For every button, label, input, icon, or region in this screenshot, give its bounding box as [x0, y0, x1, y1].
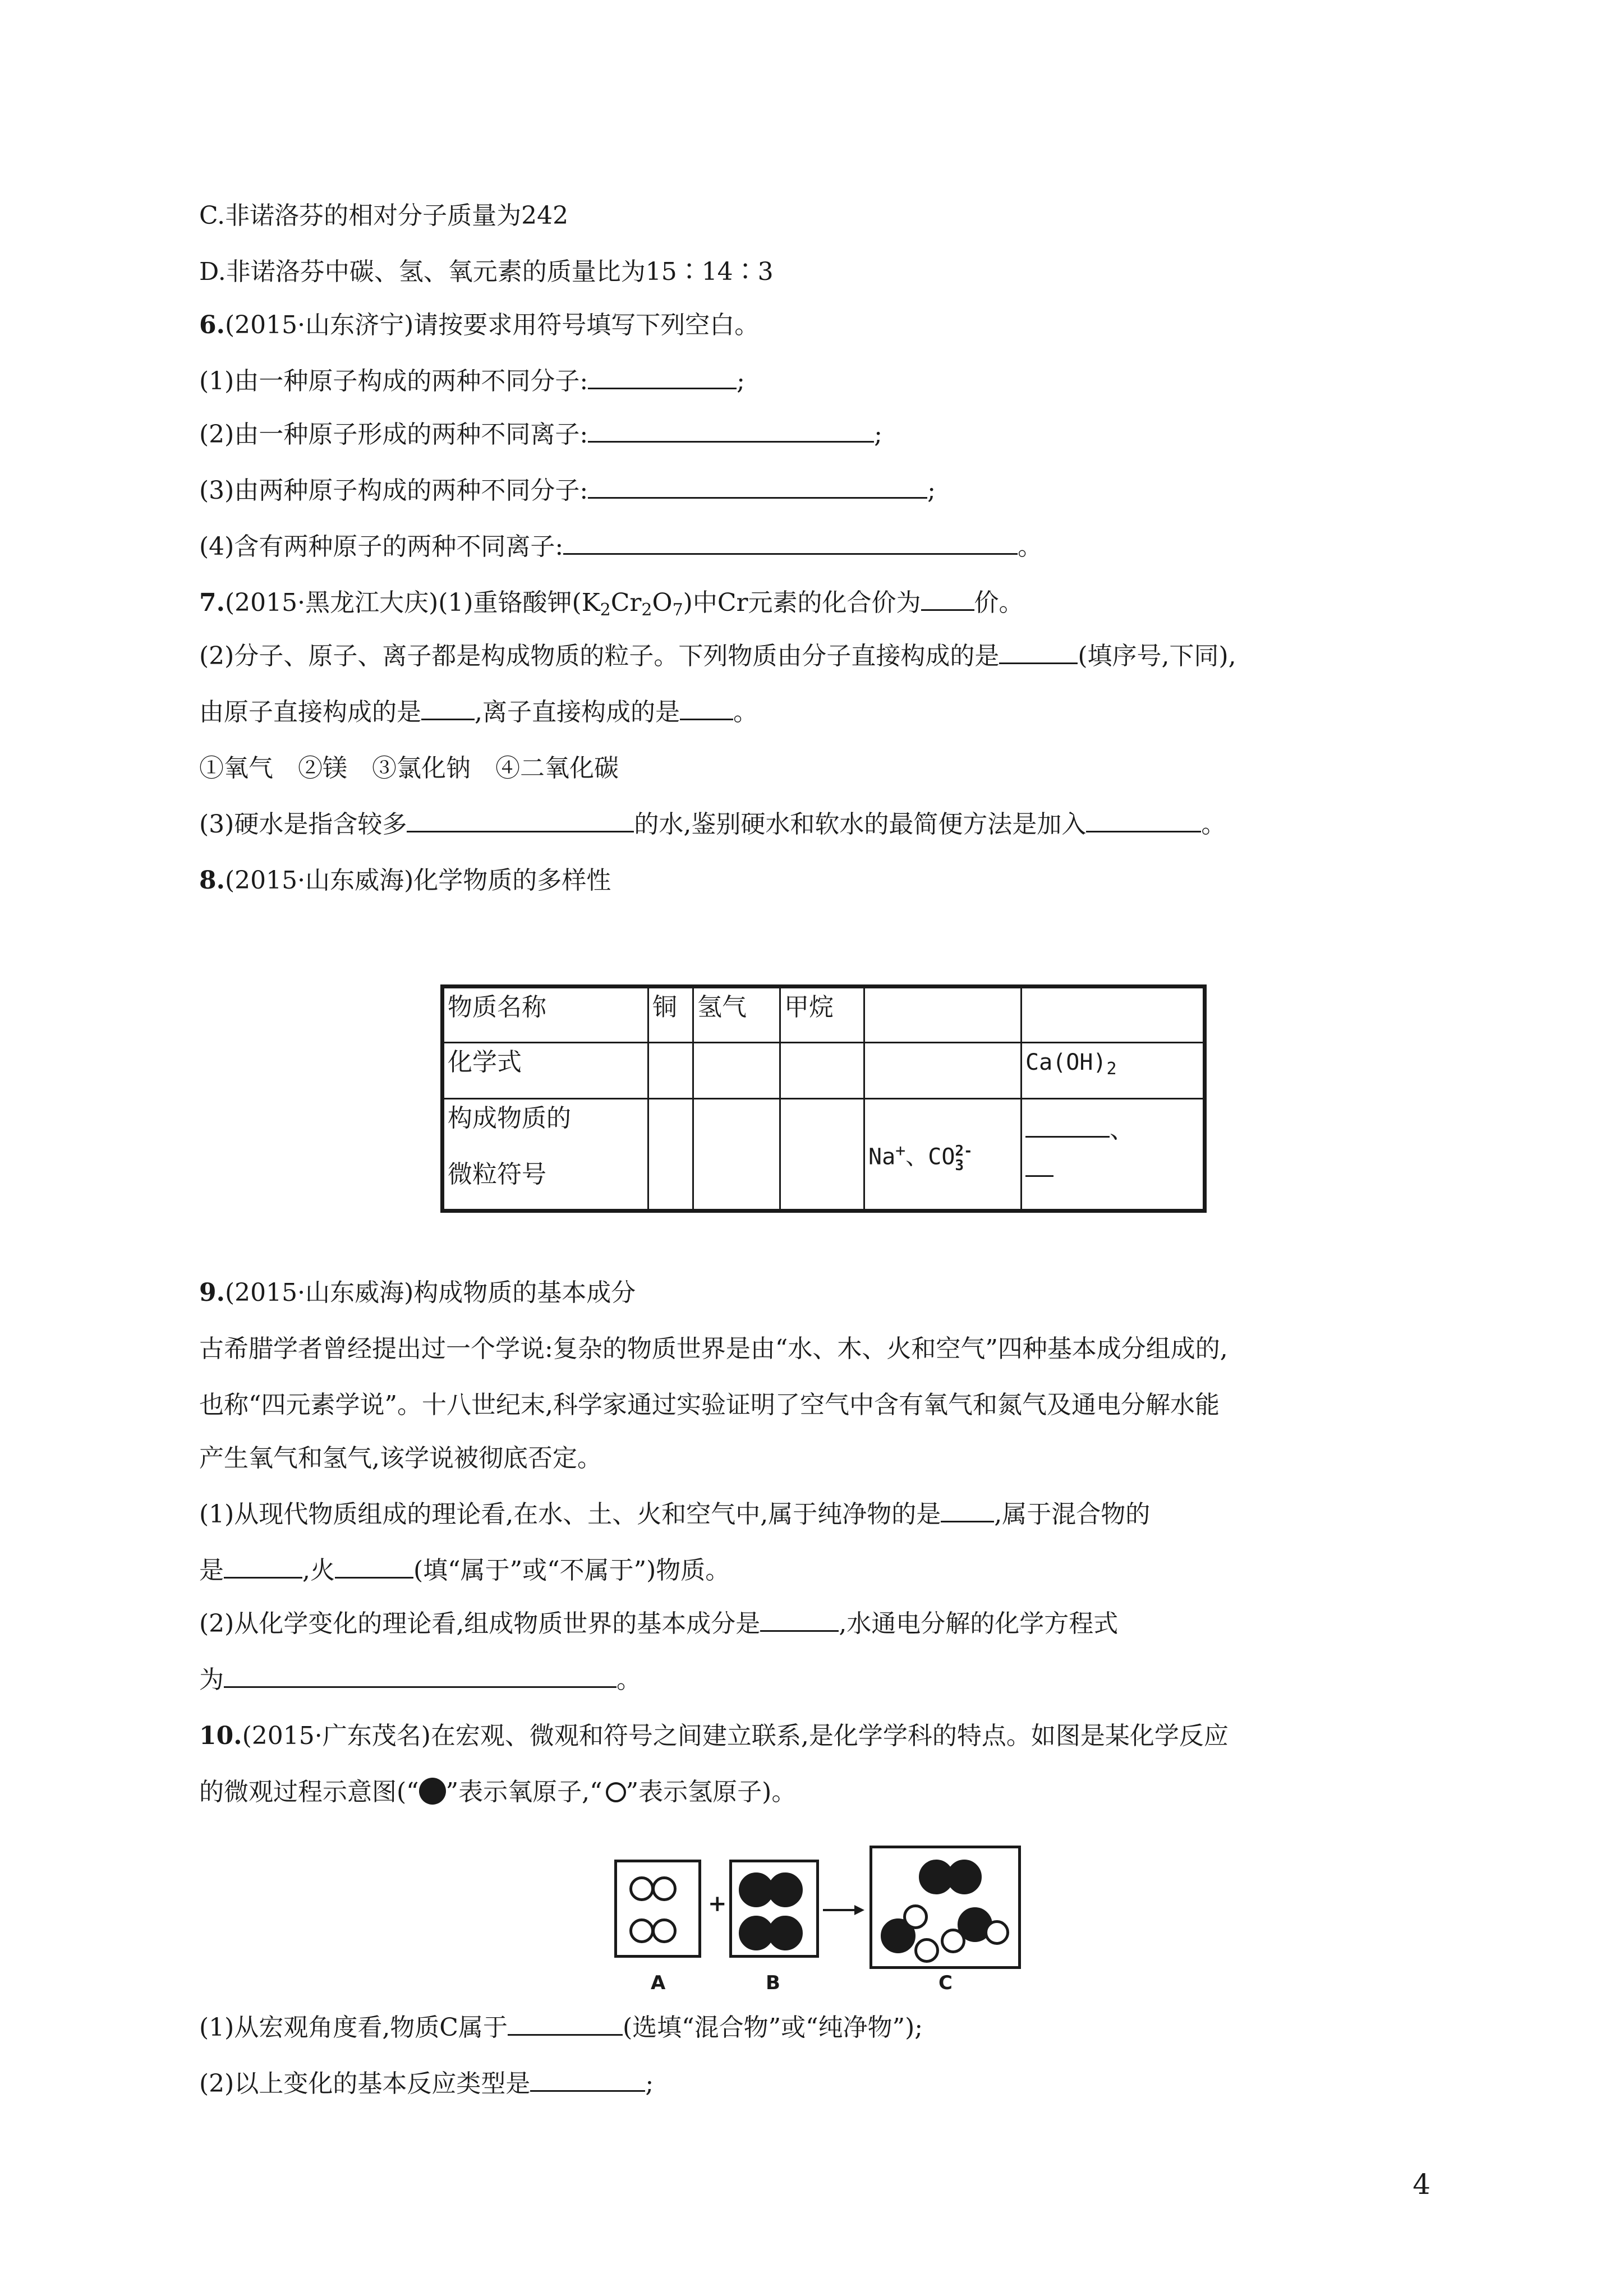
q6-p2-text: (2)由一种原子形成的两种不同离子:: [199, 420, 588, 449]
subscript: 2: [1106, 1059, 1117, 1079]
q6-p2-end: ;: [874, 420, 882, 449]
table-cell[interactable]: [693, 1099, 780, 1211]
answer-blank[interactable]: [588, 475, 927, 499]
q7-p3b: 的水,鉴别硬水和软水的最简便方法是加入: [634, 810, 1087, 839]
q10-stem: [199, 1719, 1229, 1753]
q8-stem-text: (2015·山东威海)化学物质的多样性: [224, 866, 611, 895]
label-b: B: [766, 1972, 780, 1994]
q7-stem-e: 价。: [974, 588, 1024, 617]
hydrogen-atom-icon: [629, 1876, 654, 1901]
row-label-line2: 微粒符号: [448, 1160, 546, 1189]
q7-p2d: ,离子直接构成的是: [475, 698, 680, 726]
oxygen-atom-icon: [947, 1860, 982, 1894]
q6-p1-text: (1)由一种原子构成的两种不同分子:: [199, 367, 588, 395]
q7-stem-c: O: [652, 588, 673, 617]
q7-p2e: 。: [733, 698, 758, 726]
q10-legend-line: [199, 1775, 796, 1809]
separator: 、: [905, 1144, 928, 1170]
hydrogen-atom-icon: [629, 1918, 654, 1943]
table-cell: 化学式: [443, 1043, 648, 1099]
hydrogen-atom-icon: [941, 1929, 965, 1953]
answer-blank[interactable]: [760, 1608, 839, 1632]
answer-blank[interactable]: [1025, 1114, 1110, 1138]
row-label-line1: 构成物质的: [448, 1104, 571, 1133]
table-cell[interactable]: [864, 987, 1022, 1043]
q6-number: 6.: [199, 311, 225, 339]
box-c: [869, 1846, 1021, 1969]
q10-p1b: (选填“混合物”或“纯净物”);: [622, 2013, 923, 2042]
answer-blank[interactable]: [407, 808, 634, 832]
ion-na: Na: [868, 1144, 896, 1170]
q6-part-1: [199, 365, 745, 398]
q9-p1b: ,属于混合物的: [994, 1500, 1151, 1529]
q5-option-c: C.非诺洛芬的相对分子质量为242: [199, 201, 569, 230]
table-row: [443, 987, 1205, 1043]
answer-blank[interactable]: [941, 1498, 994, 1522]
hydrogen-atom-icon: [914, 1938, 939, 1963]
q6-stem-text: (2015·山东济宁)请按要求用符号填写下列空白。: [224, 311, 760, 339]
q7-p2a: (2)分子、原子、离子都是构成物质的粒子。下列物质由分子直接构成的是: [199, 642, 1000, 670]
subscript: 2: [641, 600, 652, 620]
q7-p2b: (填序号,下同),: [1078, 642, 1236, 670]
q9-p2b: ,水通电分解的化学方程式: [839, 1609, 1119, 1638]
q7-part-3: [199, 808, 1226, 841]
q10-t2b: ”表示氧原子,“: [445, 1778, 602, 1806]
q9-p1c: 是: [199, 1556, 224, 1585]
q9-text-line-3: 产生氧气和氢气,该学说被彻底否定。: [199, 1444, 602, 1473]
ion-co3: CO: [928, 1144, 955, 1170]
q7-stem-b: Cr: [610, 588, 642, 617]
q9-text-line-1: 古希腊学者曾经提出过一个学说:复杂的物质世界是由“水、木、火和空气”四种基本成分组成的,: [199, 1335, 1228, 1363]
q6-p4-text: (4)含有两种原子的两种不同离子:: [199, 532, 564, 561]
table-cell[interactable]: [648, 1099, 693, 1211]
q9-stem-text: (2015·山东威海)构成物质的基本成分: [224, 1278, 636, 1307]
q10-part-2: [199, 2067, 654, 2101]
hydrogen-atom-icon: [606, 1782, 626, 1802]
formula-caoh: Ca(OH): [1025, 1050, 1107, 1075]
answer-blank[interactable]: [588, 365, 737, 389]
q9-p2d: 。: [617, 1665, 641, 1694]
q7-options: ①氧气 ②镁 ③氯化钠 ④二氧化碳: [199, 754, 619, 783]
superscript: +: [895, 1141, 906, 1161]
reaction-arrow-icon: [822, 1902, 867, 1918]
q7-p2c: 由原子直接构成的是: [199, 698, 421, 726]
q9-p1e: (填“属于”或“不属于”)物质。: [413, 1556, 730, 1585]
q6-p3-text: (3)由两种原子构成的两种不同分子:: [199, 476, 588, 505]
table-cell[interactable]: [1022, 987, 1205, 1043]
q7-part-2: [199, 639, 1236, 673]
answer-blank[interactable]: [335, 1554, 413, 1579]
answer-blank[interactable]: [1025, 1153, 1053, 1177]
table-cell: [443, 1099, 648, 1211]
q10-t2c: ”表示氢原子)。: [625, 1778, 797, 1806]
q6-part-2: [199, 418, 882, 452]
table-cell: 物质名称: [443, 987, 648, 1043]
answer-blank[interactable]: [999, 640, 1078, 664]
table-cell: 氢气: [693, 987, 780, 1043]
q7-number: 7.: [199, 588, 225, 617]
table-row: [443, 1099, 1205, 1211]
q7-stem-d: )中Cr元素的化合价为: [683, 588, 921, 617]
q6-p3-end: ;: [927, 476, 936, 505]
hydrogen-atom-icon: [903, 1904, 928, 1929]
q9-p2c: 为: [199, 1665, 224, 1694]
q9-part-2: [199, 1607, 1118, 1641]
q10-p1a: (1)从宏观角度看,物质C属于: [199, 2013, 508, 2042]
hydrogen-atom-icon: [652, 1918, 677, 1943]
q7-part-2-cont: [199, 696, 758, 729]
q8-number: 8.: [199, 866, 225, 895]
table-cell[interactable]: [693, 1043, 780, 1099]
oxygen-atom-icon: [419, 1778, 446, 1805]
q9-part-1: [199, 1498, 1150, 1531]
answer-blank[interactable]: [508, 2012, 623, 2036]
answer-blank[interactable]: [921, 587, 974, 611]
box-b: [729, 1860, 819, 1958]
q9-number: 9.: [199, 1278, 225, 1307]
q6-part-3: [199, 474, 936, 508]
answer-blank[interactable]: [421, 696, 475, 720]
q7-p3a: (3)硬水是指含较多: [199, 810, 407, 839]
oxygen-atom-icon: [768, 1916, 803, 1950]
q10-t2a: 的微观过程示意图(“: [199, 1778, 419, 1806]
q10-stem-text: (2015·广东茂名)在宏观、微观和符号之间建立联系,是化学学科的特点。如图是某化学反应: [242, 1722, 1229, 1750]
separator: 、: [1110, 1115, 1134, 1144]
subscript: 2: [600, 600, 611, 620]
answer-blank[interactable]: [680, 696, 733, 720]
q9-stem: [199, 1276, 636, 1310]
table-row: [443, 1043, 1205, 1099]
table-cell[interactable]: [780, 1099, 864, 1211]
subscript: 3: [955, 1157, 964, 1174]
q10-p2b: ;: [645, 2069, 654, 2098]
label-a: A: [651, 1972, 666, 1994]
hydrogen-atom-icon: [984, 1920, 1009, 1945]
answer-blank[interactable]: [563, 531, 1018, 555]
q10-part-1: [199, 2011, 923, 2045]
plus-sign: +: [708, 1890, 727, 1917]
q9-text-line-2: 也称“四元素学说”。十八世纪末,科学家通过实验证明了空气中含有氧气和氮气及通电分解水能: [199, 1391, 1220, 1419]
answer-blank[interactable]: [1086, 808, 1201, 832]
table-cell[interactable]: [780, 1043, 864, 1099]
table-cell: 铜: [648, 987, 693, 1043]
q6-part-4: [199, 530, 1042, 564]
q9-part-2-cont: [199, 1663, 641, 1697]
q7-stem: [199, 586, 1024, 627]
q8-stem: [199, 864, 611, 898]
q9-p1a: (1)从现代物质组成的理论看,在水、土、火和空气中,属于纯净物的是: [199, 1500, 941, 1529]
table-cell[interactable]: [1022, 1099, 1205, 1211]
answer-blank[interactable]: [224, 1664, 617, 1688]
q7-stem-a: (2015·黑龙江大庆)(1)重铬酸钾(K: [224, 588, 600, 617]
q10-number: 10.: [199, 1722, 242, 1750]
q6-p4-end: 。: [1018, 532, 1043, 561]
answer-blank[interactable]: [224, 1554, 302, 1579]
q9-p1d: ,火: [302, 1556, 335, 1585]
table-cell: [1022, 1043, 1205, 1099]
table-cell[interactable]: [648, 1043, 693, 1099]
oxygen-atom-icon: [768, 1872, 803, 1907]
answer-blank[interactable]: [530, 2068, 645, 2092]
q9-p2a: (2)从化学变化的理论看,组成物质世界的基本成分是: [199, 1609, 761, 1638]
answer-blank[interactable]: [588, 418, 874, 443]
q5-option-d: D.非诺洛芬中碳、氢、氧元素的质量比为15∶14∶3: [199, 257, 774, 286]
table-cell[interactable]: [864, 1043, 1022, 1099]
substance-table: [440, 984, 1207, 1213]
q6-stem: [199, 309, 759, 342]
q7-p3c: 。: [1201, 810, 1226, 839]
box-a: [614, 1860, 701, 1958]
q9-part-1-cont: [199, 1554, 730, 1588]
label-c: C: [938, 1972, 953, 1994]
table-cell: [864, 1099, 1022, 1211]
page-number: 4: [1413, 2168, 1430, 2201]
hydrogen-atom-icon: [652, 1876, 677, 1901]
q10-p2a: (2)以上变化的基本反应类型是: [199, 2069, 531, 2098]
q6-p1-end: ;: [737, 367, 745, 395]
superscript: 2-: [955, 1142, 973, 1159]
subscript: 7: [672, 600, 683, 620]
table-cell: 甲烷: [780, 987, 864, 1043]
